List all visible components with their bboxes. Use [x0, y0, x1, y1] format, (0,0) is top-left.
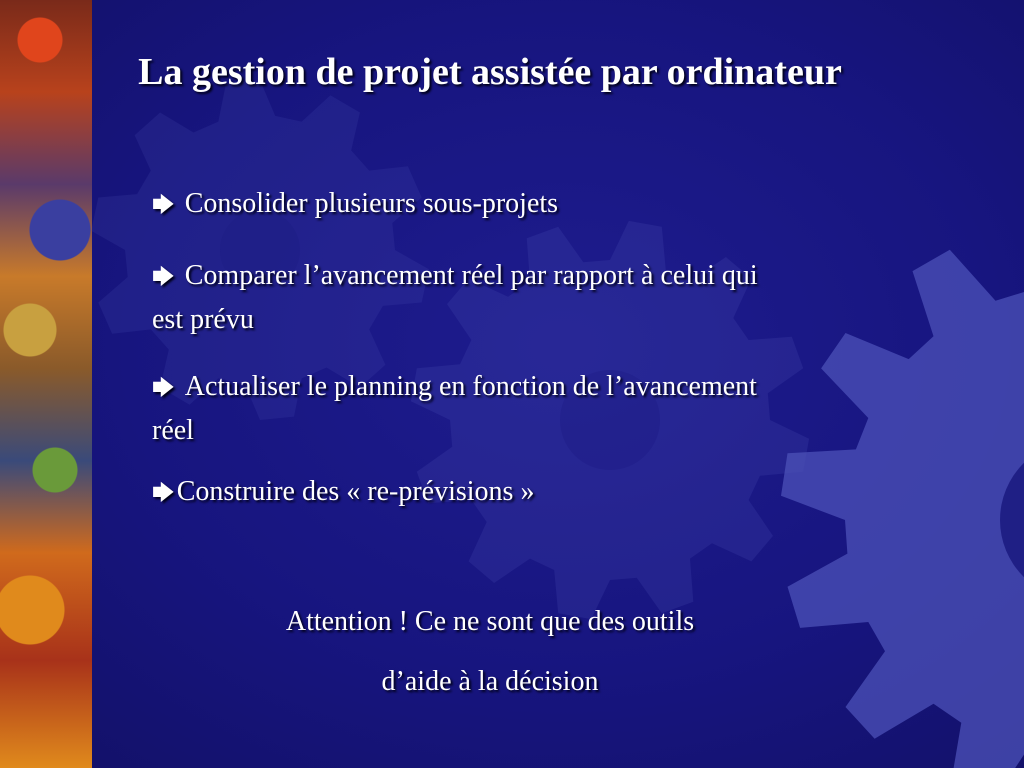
bullet-item: [152, 255, 792, 341]
gear-shape: [781, 220, 1024, 768]
bullet-item: [152, 366, 792, 452]
right-arrow-icon: 🡆: [152, 376, 175, 401]
right-arrow-icon: 🡆: [152, 193, 175, 218]
bullet-text: Construire des « re-prévisions »: [176, 476, 535, 507]
warning-note: [190, 592, 790, 712]
slide-title: La gestion de projet assistée par ordinateur: [138, 51, 842, 93]
bullet-text: Comparer l’avancement réel par rapport à celui qui est prévu: [152, 260, 758, 335]
bullet-item: [152, 471, 792, 515]
bullet-text: Consolider plusieurs sous-projets: [184, 188, 559, 219]
warning-note-line: Attention ! Ce ne sont que des outils: [285, 606, 695, 637]
bullet-text: Actualiser le planning en fonction de l’avancement réel: [152, 371, 757, 446]
gear-icon-large: [781, 220, 1024, 768]
warning-note-line: d’aide à la décision: [381, 666, 599, 697]
right-arrow-icon: 🡆: [152, 265, 175, 290]
right-arrow-icon: 🡆: [152, 481, 175, 506]
bullet-item: [152, 183, 792, 227]
